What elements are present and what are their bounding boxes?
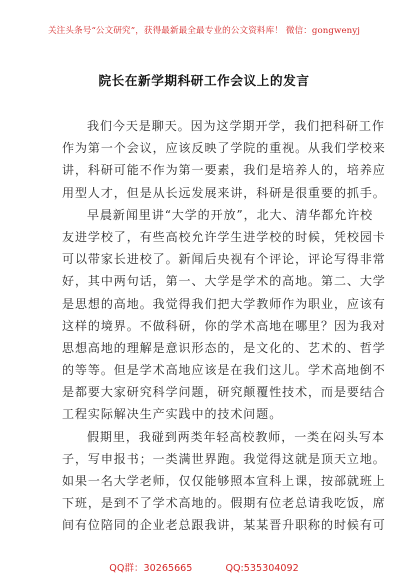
footer-contact <box>0 560 408 574</box>
paragraph-line: 这样的境界。不做科研，你的学术高地在哪里？因为我对 <box>62 318 386 333</box>
paragraph-line: 子，写申报书；一类满世界跑。我觉得这就是顶天立地。 <box>62 451 386 466</box>
paragraph-line: 的等等。但是学术高地应该是在我们这儿。学术高地倒不 <box>62 363 386 378</box>
paragraph-line: 用型人才，但是从长远发展来讲，科研是很重要的抓手。 <box>62 185 386 200</box>
paragraph-line: 间有位陪同的企业老总跟我讲，某某晋升职称的时候有可 <box>62 518 386 533</box>
header-banner: 关注头条号“公文研究”，获得最新最全最专业的公文资料库！ 微信：gongwenyj <box>47 26 361 36</box>
paragraph-line: 我们今天是聊天。因为这学期开学，我们把科研工作 <box>87 119 385 133</box>
qq-number-text: QQ:535304092 <box>225 563 299 574</box>
paragraph-line: 思想高地的理解是意识形态的，是文化的、艺术的、哲学 <box>62 340 386 355</box>
paragraph-line: 作为第一个会议，应该反映了学院的重视。从我们学校来 <box>62 141 386 156</box>
paragraph-line: 讲，科研可能不作为第一要素，我们是培养人的，培养应 <box>62 163 386 178</box>
document-title: 院长在新学期科研工作会议上的发言 <box>98 73 310 88</box>
qq-group-text: QQ群：30265665 <box>109 563 193 574</box>
paragraph-line: 是思想的高地。我觉得我们把大学教师作为职业，应该有 <box>62 296 386 311</box>
document-body <box>62 115 386 537</box>
paragraph-line: 工程实际解决生产实践中的技术问题。 <box>62 407 283 422</box>
paragraph-line: 下班，是到不了学术高地的。假期有位老总请我吃饭，席 <box>62 496 386 511</box>
paragraph-line: 可以带家长进校了。新闻后央视有个评论，评论写得非常 <box>62 252 386 267</box>
paragraph-line: 早晨新闻里讲“大学的开放”，北大、清华都允许校 <box>87 207 374 222</box>
paragraph-line: 假期里，我碰到两类年轻高校教师，一类在闷头写本 <box>87 429 385 444</box>
paragraph-line: 友进学校了，有些高校允许学生进学校的时候，凭校园卡 <box>62 229 386 244</box>
paragraph-line: 好，其中两句话，第一、大学是学术的高地。第二、大学 <box>62 274 386 289</box>
paragraph-line: 如果一名大学老师，仅仅能够照本宣科上课，按部就班上 <box>62 474 386 488</box>
paragraph-line: 是都要大家研究科学问题，研究颠覆性技术，而是要结合 <box>62 385 386 400</box>
